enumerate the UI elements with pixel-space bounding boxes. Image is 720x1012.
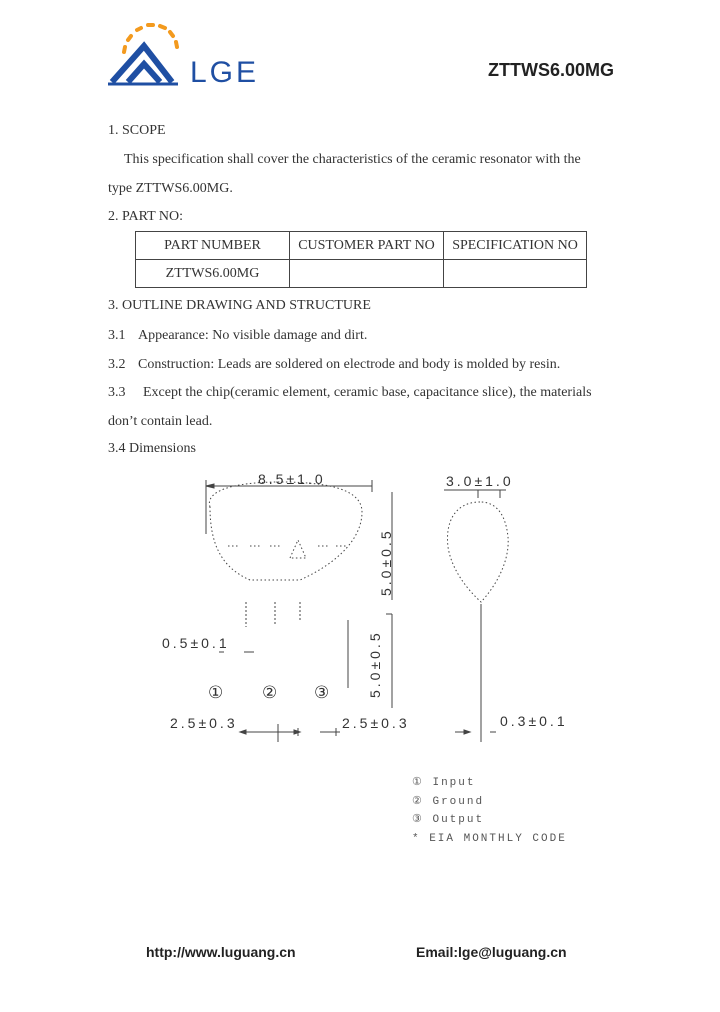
item-3-3-text: Except the chip(ceramic element, ceramic base, capacitance slice), the materials [143,385,592,400]
logo-text: LGE [190,56,260,88]
height-dimension: 5.0±0.5 [378,528,394,596]
item-3-2-text: Construction: Leads are soldered on electrode and body is molded by resin. [138,357,561,372]
table-header-cell: PART NUMBER [136,232,290,260]
pitch-left-dimension: 2.5±0.3 [170,715,238,731]
dimension-drawing [0,462,720,762]
lead-length-dimension: 5.0±0.5 [367,630,383,698]
part-no-heading: 2. PART NO: [108,209,184,224]
pitch-right-dimension: 2.5±0.3 [342,715,410,731]
table-header-cell: SPECIFICATION NO [444,232,587,260]
part-number-table [135,231,587,288]
table-row [136,260,587,288]
item-3-3-number: 3.3 [108,385,126,400]
scope-line-1: This specification shall cover the characteristics of the ceramic resonator with the [124,152,581,167]
dimensions-heading: 3.4 Dimensions [108,441,196,456]
item-3-3-continued: don’t contain lead. [108,414,213,429]
pin-3-label: ③ [314,683,330,703]
scope-line-2: type ZTTWS6.00MG. [108,181,233,196]
model-title: ZTTWS6.00MG [488,60,615,80]
scope-heading: 1. SCOPE [108,123,166,138]
legend-item-eia-code: * EIA MONTHLY CODE [412,832,567,845]
footer-email[interactable]: Email:lge@luguang.cn [416,944,567,960]
eia-code-mark [290,540,306,558]
legend-item-input: ① Input [412,777,476,789]
pin-1-label: ① [208,683,224,703]
side-view-outline [447,502,508,602]
company-logo [108,22,284,88]
table-cell [444,260,587,288]
footer-url[interactable]: http://www.luguang.cn [146,944,296,960]
side-thickness-dimension: 3.0±1.0 [446,473,514,489]
table-header-row [136,232,587,260]
legend-item-output: ③ Output [412,814,485,826]
item-3-1-number: 3.1 [108,328,126,343]
table-header-cell: CUSTOMER PART NO [290,232,444,260]
width-dimension: 8.5±1.0 [258,471,326,487]
resonator-body-outline [209,482,362,580]
table-cell: ZTTWS6.00MG [136,260,290,288]
side-lead-dimension: 0.3±0.1 [500,713,568,729]
pin-2-label: ② [262,683,278,703]
item-3-1-text: Appearance: No visible damage and dirt. [138,328,368,343]
legend [412,774,567,848]
outline-heading: 3. OUTLINE DRAWING AND STRUCTURE [108,298,371,313]
logo-mark-icon [108,22,284,88]
table-cell [290,260,444,288]
lead-width-dimension: 0.5±0.1 [162,635,230,651]
legend-item-ground: ② Ground [412,795,485,808]
item-3-2-number: 3.2 [108,357,126,372]
